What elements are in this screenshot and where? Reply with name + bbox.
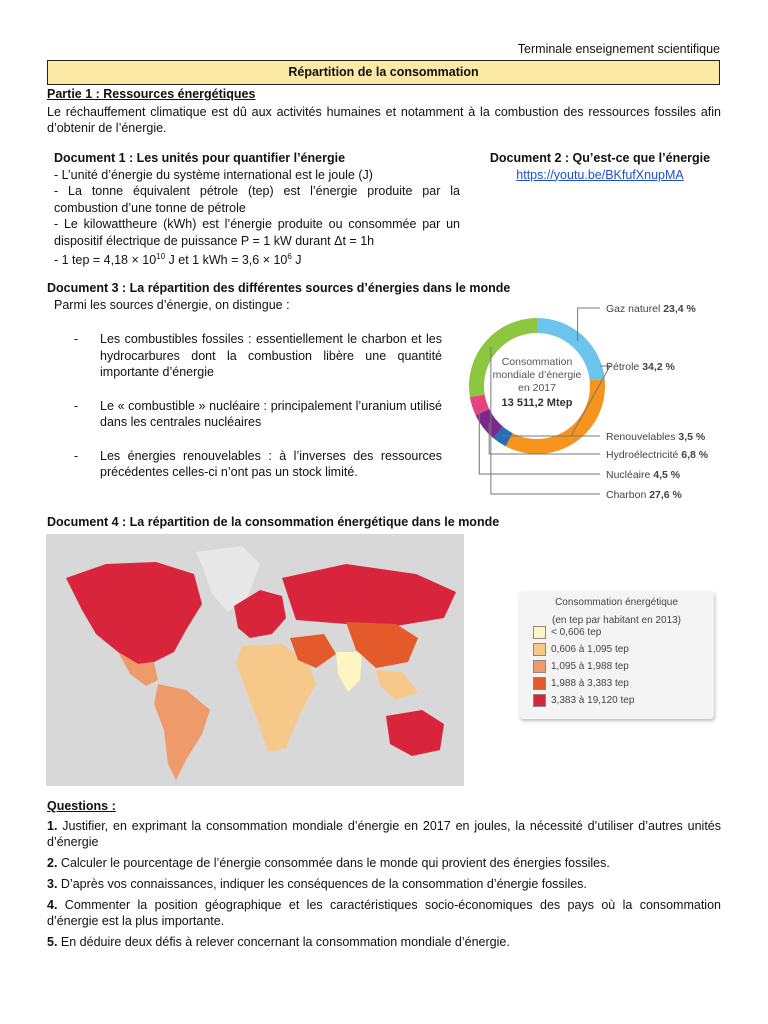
legend-row [533, 643, 629, 657]
list-item-text: Le « combustible » nucléaire : principalement l’uranium utilisé dans les centrales nucléaires [100, 398, 442, 429]
list-item: - Le « combustible » nucléaire : principalement l’uranium utilisé dans les centrales nucléaires [74, 398, 442, 429]
list-item: - Les combustibles fossiles : essentiellement le charbon et les hydrocarbures dont la combustion libère une quantité importante d’énergie [74, 332, 442, 379]
doc1-line-tep: - La tonne équivalent pétrole (tep) est l’énergie produite par la combustion d’une tonne de pétrole [54, 184, 460, 215]
question-item [47, 876, 721, 892]
legend-subtitle: (en tep par habitant en 2013) [552, 615, 681, 626]
legend-label: < 0,606 tep [551, 627, 602, 639]
donut-label: Nucléaire 4,5 % [606, 469, 681, 481]
doc1-line-conversions [54, 249, 460, 269]
donut-label: Gaz naturel 23,4 % [606, 303, 696, 315]
legend-swatch [533, 694, 546, 707]
page-title: Répartition de la consommation [47, 60, 720, 85]
question-text: Calculer le pourcentage de l’énergie consommée dans le monde qui provient des énergies fossiles. [57, 856, 610, 870]
question-text: En déduire deux défis à relever concernant la consommation mondiale d’énergie. [57, 935, 510, 949]
document-2 [470, 150, 730, 183]
donut-label: Pétrole 34,2 % [606, 361, 675, 373]
list-item: - Les énergies renouvelables : à l’inverses des ressources précédentes celles-ci n’ont pas un stock limité. [74, 448, 442, 479]
energy-sources-list [54, 331, 442, 498]
legend-label: 1,988 à 3,383 tep [551, 678, 629, 690]
conv-part-c: J [291, 253, 302, 268]
question-text: Commenter la position géographique et les caractéristiques socio-économiques des pays où la consommation d’énergie est la plus importante. [47, 898, 721, 928]
document-1 [54, 150, 460, 269]
legend-label: 1,095 à 1,988 tep [551, 661, 629, 673]
donut-label: Hydroélectricité 6,8 % [606, 449, 709, 461]
doc3-heading: Document 3 : La répartition des différentes sources d’énergies dans le monde [47, 281, 511, 295]
doc1-line-joule: - L’unité d’énergie du système international est le joule (J) [54, 167, 373, 182]
legend-row [533, 626, 601, 640]
doc3-intro: Parmi les sources d’énergie, on distingue : [54, 298, 290, 312]
conv-part-b: J et 1 kWh = 3,6 × 10 [165, 253, 288, 268]
question-number: 5. [47, 935, 58, 949]
question-item [47, 934, 721, 950]
question-item [47, 855, 721, 871]
doc1-heading: Document 1 : Les unités pour quantifier l’énergie [54, 151, 346, 165]
legend-row [533, 694, 634, 708]
questions-section [47, 798, 721, 955]
legend-label: 3,383 à 19,120 tep [551, 695, 635, 707]
donut-center-value: 13 511,2 Mtep [501, 397, 573, 409]
class-label: Terminale enseignement scientifique [517, 42, 720, 56]
donut-center-line-2: mondiale d’énergie [492, 369, 582, 381]
question-number: 2. [47, 856, 58, 870]
question-number: 1. [47, 819, 58, 833]
questions-heading: Questions : [47, 799, 116, 813]
legend-swatch [533, 626, 546, 639]
conv-exp-2: 6 [287, 252, 292, 261]
legend-swatch [533, 677, 546, 690]
legend-swatch [533, 643, 546, 656]
legend-title: Consommation énergétique [555, 597, 678, 608]
question-number: 3. [47, 877, 58, 891]
question-number: 4. [47, 898, 58, 912]
legend-row [533, 660, 629, 674]
list-item-text: Les combustibles fossiles : essentiellement le charbon et les hydrocarbures dont la combustion libère une quantité importante d’énergie [100, 332, 442, 379]
part1-intro: Le réchauffement climatique est dû aux activités humaines et notamment à la combustion des ressources fossiles afin d’obtenir de l’énergie. [47, 105, 721, 135]
question-text: D’après vos connaissances, indiquer les conséquences de la consommation d’énergie fossiles. [57, 877, 587, 891]
conv-exp-1: 10 [156, 252, 166, 261]
question-item [47, 818, 721, 850]
doc2-heading: Document 2 : Qu’est-ce que l’énergie [489, 151, 711, 165]
map-legend [519, 591, 714, 719]
list-item-text: Les énergies renouvelables : à l’inverses des ressources précédentes celles-ci n’ont pas un stock limité. [100, 448, 442, 479]
donut-center-line-3: en 2017 [518, 382, 556, 394]
energy-donut-chart [460, 296, 760, 501]
donut-center-line-1: Consommation [501, 356, 573, 368]
conv-part-a: - 1 tep = 4,18 × 10 [54, 253, 157, 268]
doc1-line-kwh: - Le kilowattheure (kWh) est l’énergie produite ou consommée par un dispositif électrique de puissance P = 1 kW durant Δt = 1h [54, 217, 460, 248]
video-link[interactable]: https://youtu.be/BKfufXnupMA [516, 167, 684, 182]
part1-heading: Partie 1 : Ressources énergétiques [47, 87, 256, 101]
donut-label: Charbon 27,6 % [606, 489, 682, 501]
legend-row [533, 677, 629, 691]
question-text: Justifier, en exprimant la consommation mondiale d’énergie en 2017 en joules, la nécessité d’utiliser d’autres unités d’énergie [47, 819, 721, 849]
doc4-heading: Document 4 : La répartition de la consommation énergétique dans le monde [47, 515, 500, 529]
question-item [47, 897, 721, 929]
world-consumption-map [46, 534, 464, 786]
legend-swatch [533, 660, 546, 673]
donut-label: Renouvelables 3,5 % [606, 431, 706, 443]
legend-label: 0,606 à 1,095 tep [551, 644, 629, 656]
